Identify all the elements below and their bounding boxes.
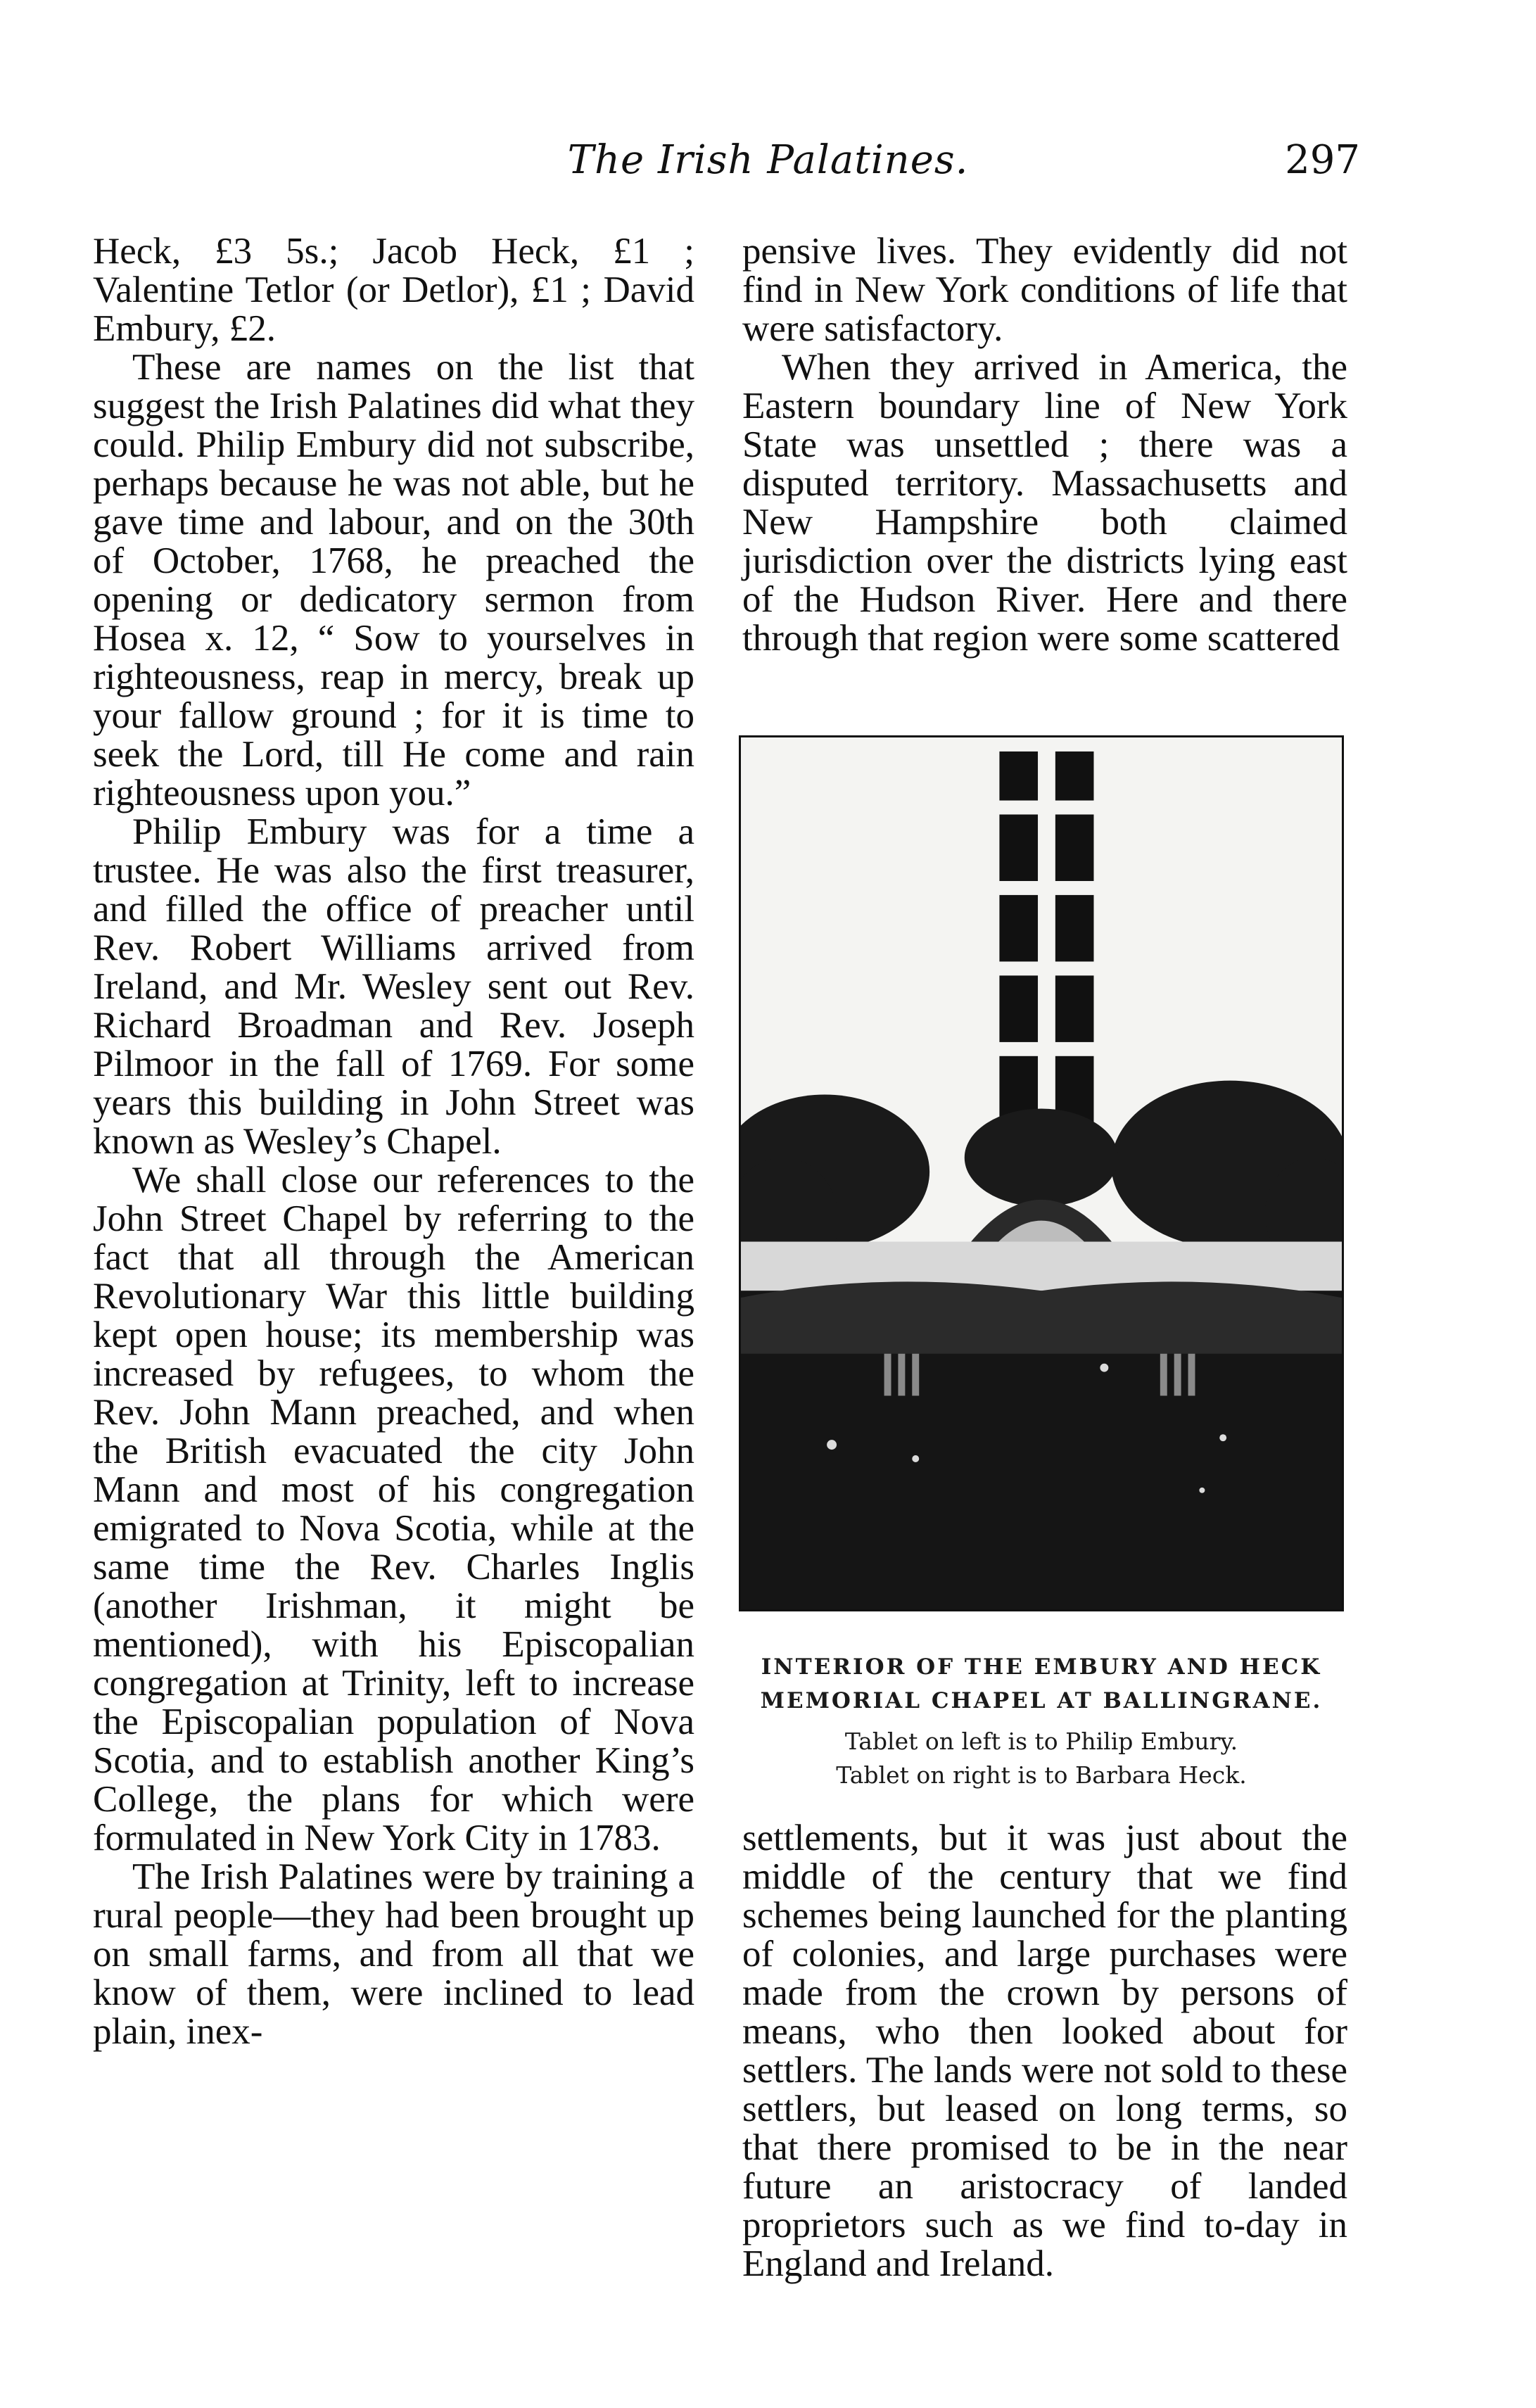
caption-line: MEMORIAL CHAPEL AT BALLINGRANE. (760, 1688, 1323, 1713)
paragraph: When they arrived in America, the Eastern boundary line of New York State was unsettled ; there was a disputed territory. Massachusetts and New Hampshire both claimed jurisdiction over the districts lying east of the Hudson River. Here and there through that region were some scattered (742, 347, 1347, 659)
chapel-interior-photo (739, 735, 1344, 1611)
chapel-interior-illustration (741, 737, 1342, 1609)
paragraph: pensive lives. They evidently did not find in New York conditions of life that were satisfactory. (742, 231, 1347, 349)
caption-line: INTERIOR OF THE EMBURY AND HECK (761, 1654, 1322, 1680)
paragraph: These are names on the list that suggest the Irish Palatines did what they could. Philip Embury did not subscribe, perhaps because he was not able, but he gave time and labour, and on the 30th of October, 1768, he preached the opening or dedicatory sermon from Hosea x. 12, “ Sow to yourselves in righteousness, reap in mercy, break up your fallow ground ; for it is time to seek the Lord, till He come and rain righteousness upon you.” (93, 347, 694, 813)
paragraph: We shall close our references to the John Street Chapel by referring to the fact that all through the American Revolutionary War this little building kept open house; its membership was increased by refugees, to whom the Rev. John Mann preached, and when the British evacuated the city John Mann and most of his congregation emigrated to Nova Scotia, while at the same time the Rev. Charles Inglis (another Irishman, it might be mentioned), with his Episcopalian congregation at Trinity, left to increase the Episcopalian population of Nova Scotia, and to establish another King’s College, the plans for which were formulated in New York City in 1783. (93, 1160, 694, 1858)
caption-note (739, 1725, 1344, 1792)
running-title: The Irish Palatines. (567, 137, 969, 183)
caption-note-line: Tablet on left is to Philip Embury. (844, 1728, 1238, 1755)
right-column-top (742, 232, 1347, 658)
caption-note-line: Tablet on right is to Barbara Heck. (836, 1761, 1247, 1789)
right-column-bottom (742, 1819, 1347, 2283)
paragraph: The Irish Palatines were by training a rural people—they had been brought up on small farms, and from all that we know of them, were inclined to lead plain, inex- (93, 1856, 694, 2052)
figure-caption (739, 1650, 1344, 1792)
paragraph: Heck, £3 5s.; Jacob Heck, £1 ; Valentine Tetlor (or Detlor), £1 ; David Embury, £2. (93, 231, 694, 349)
paragraph: Philip Embury was for a time a trustee. He was also the first treasurer, and filled the office of preacher until Rev. Robert Williams arrived from Ireland, and Mr. Wesley sent out Rev. Richard Broadman and Rev. Joseph Pilmoor in the fall of 1769. For some years this building in John Street was known as Wesley’s Chapel. (93, 811, 694, 1162)
page-number: 297 (1285, 137, 1360, 183)
left-column (93, 232, 694, 2051)
paragraph: settlements, but it was just about the middle of the century that we find schemes being launched for the planting of colonies, and large purchases were made from the crown by persons of means, who then looked about for settlers. The lands were not sold to these settlers, but leased on long terms, so that there promised to be in the near future an aristocracy of landed proprietors such as we find to-day in England and Ireland. (742, 1818, 1347, 2284)
